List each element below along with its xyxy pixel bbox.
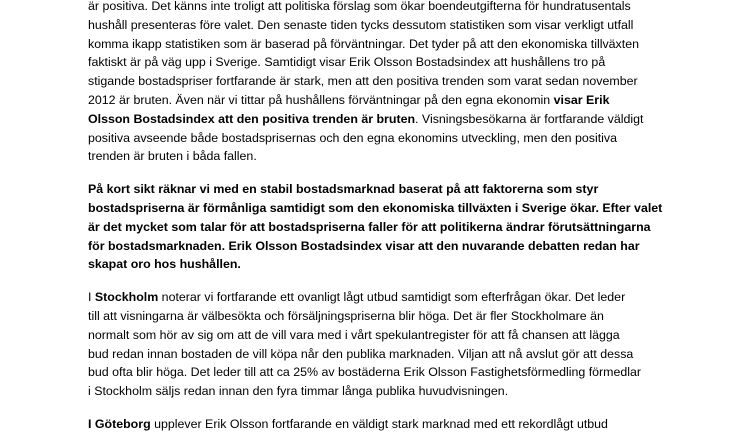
text-line — [88, 363, 728, 382]
paragraph-intro — [88, 0, 728, 166]
text-line — [88, 35, 728, 54]
text-run: till att visningarna är välbesökta och försäljningspriserna blir höga. Det är fler Stockholmare än — [88, 308, 604, 323]
text-run: komma ikapp statistiken som är baserad på förväntningar. Det tyder på att den ekonomiska tillväxten — [88, 36, 639, 51]
paragraph-stockholm — [88, 288, 728, 401]
bold-text-run: Olsson Bostadsindex att den positiva trenden är bruten — [88, 111, 416, 126]
text-line — [88, 415, 728, 434]
bold-text-run: I Göteborg — [88, 416, 151, 431]
text-run: positiva avseende både bostadsprisernas och den egna ekonomins utveckling, men den positiva — [88, 130, 618, 145]
text-run: är positiva. Det känns inte troligt att politiska förslag som ökar boendeutgifterna för hundratusentals — [88, 0, 631, 13]
bold-text-run: bostadspriserna är förmånliga samtidigt som den ekonomiska tillväxten i Sverige ökar. Efter valet — [88, 200, 663, 215]
bold-text-run: visar Erik — [553, 92, 610, 107]
bold-text-run: Stockholm — [94, 290, 159, 305]
text-line — [88, 237, 728, 256]
text-line — [88, 218, 728, 237]
text-run: I — [88, 290, 95, 305]
bold-text-run: På kort sikt räknar vi med en stabil bostadsmarknad baserat på att faktorerna som styr — [88, 182, 599, 197]
text-run: upplever Erik Olsson fortfarande en väldigt stark marknad med ett rekordlågt utbud — [150, 416, 608, 431]
text-line — [88, 382, 728, 401]
text-line — [88, 91, 728, 110]
text-run: hushåll presenteras före valet. Den senaste tiden tycks dessutom statistiken som visar verkligt utfall — [88, 17, 634, 32]
bold-text-run: är det mycket som talar för att bostadspriserna faller för att politikerna ändrar förutsättningarna — [88, 219, 651, 234]
paragraph-short-term — [88, 180, 728, 274]
text-run: stigande bostadspriser fortfarande är stark, men att den positiva trenden som varat sedan november — [88, 74, 638, 89]
text-line — [88, 199, 728, 218]
text-line — [88, 53, 728, 72]
text-line — [88, 0, 728, 16]
document-body — [88, 0, 728, 448]
text-line — [88, 307, 728, 326]
text-line — [88, 255, 728, 274]
text-run: normalt som hör av sig om att de vill vara med i vårt spekulantregister för att få chansen att lägga — [88, 327, 620, 342]
text-run: faktiskt är på väg upp i Sverige. Samtidigt visar Erik Olsson Bostadsindex att hushållens tro på — [88, 55, 606, 70]
text-run: 2012 är bruten. Även när vi tittar på hushållens förväntningar på den egna ekonomin — [88, 92, 554, 107]
text-line — [88, 110, 728, 129]
text-run: i Stockholm säljs redan innan den fyra timmar långa publika huvudvisningen. — [88, 384, 509, 399]
text-line — [88, 72, 728, 91]
text-line — [88, 147, 728, 166]
text-line — [88, 129, 728, 148]
text-line — [88, 180, 728, 199]
bold-text-run: skapat oro hos hushållen. — [88, 257, 241, 272]
text-line — [88, 288, 728, 307]
text-run: . Visningsbesökarna är fortfarande väldigt — [415, 111, 644, 126]
paragraph-goteborg — [88, 415, 728, 434]
text-line — [88, 345, 728, 364]
text-run: trenden är bruten i båda fallen. — [88, 149, 257, 164]
text-run: bud redan innan bostaden de vill köpa når den publika marknaden. Viljan att nå avslut gör att dessa — [88, 346, 634, 361]
bold-text-run: för bostadsmarknaden. Erik Olsson Bostadsindex visar att den nuvarande debatten redan har — [88, 238, 640, 253]
text-line — [88, 16, 728, 35]
text-line — [88, 326, 728, 345]
text-run: bud ofta blir höga. Det leder till att ca 25% av bostäderna Erik Olsson Fastighetsförmedling förmedlar — [88, 365, 642, 380]
text-run: noterar vi fortfarande ett ovanligt lågt utbud samtidigt som efterfrågan ökar. Det leder — [158, 290, 626, 305]
